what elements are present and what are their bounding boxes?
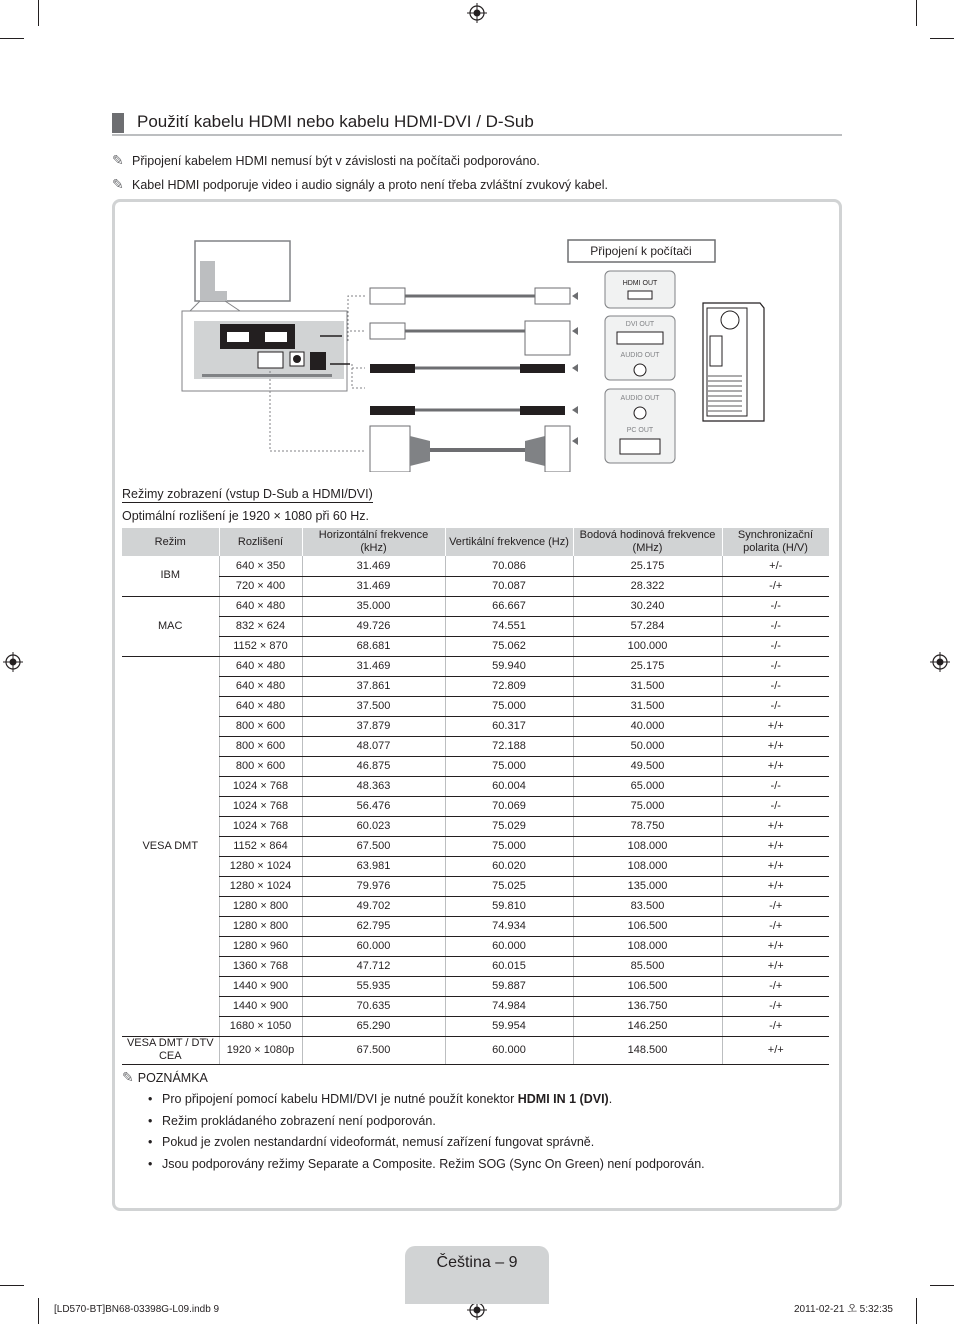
hfreq-cell: 31.469 — [302, 576, 445, 596]
hfreq-cell: 62.795 — [302, 916, 445, 936]
hfreq-cell: 70.635 — [302, 996, 445, 1016]
list-item: • Jsou podporovány režimy Separate a Composite. Režim SOG (Sync On Green) není podporován. — [148, 1156, 705, 1178]
hfreq-cell: 37.879 — [302, 716, 445, 736]
vfreq-cell: 74.551 — [445, 616, 573, 636]
hfreq-cell: 60.000 — [302, 936, 445, 956]
audio-cable — [370, 364, 565, 373]
hfreq-cell: 49.726 — [302, 616, 445, 636]
clock-cell: 40.000 — [573, 716, 722, 736]
sync-cell: -/+ — [722, 1016, 829, 1036]
pc-tower-illustration — [703, 303, 764, 421]
mode-cell: IBM — [122, 556, 219, 596]
vfreq-cell: 59.954 — [445, 1016, 573, 1036]
audio-cable — [370, 406, 565, 415]
vfreq-cell: 60.020 — [445, 856, 573, 876]
col-header-hfreq: Horizontální frekvence (kHz) — [302, 528, 445, 556]
sync-cell: -/- — [722, 636, 829, 656]
table-row — [122, 996, 829, 1016]
resolution-cell: 1280 × 800 — [219, 916, 302, 936]
resolution-cell: 832 × 624 — [219, 616, 302, 636]
table-row — [122, 816, 829, 836]
hdmi-out-label: HDMI OUT — [622, 280, 658, 287]
resolution-cell: 640 × 480 — [219, 696, 302, 716]
table-header-row — [122, 528, 829, 556]
crop-mark — [930, 38, 954, 39]
table-row — [122, 1016, 829, 1036]
clock-cell: 25.175 — [573, 556, 722, 576]
dvi-out-label: DVI OUT — [625, 321, 655, 328]
table-row — [122, 596, 829, 616]
clock-cell: 78.750 — [573, 816, 722, 836]
hfreq-cell: 37.861 — [302, 676, 445, 696]
sync-cell: +/+ — [722, 856, 829, 876]
clock-cell: 25.175 — [573, 656, 722, 676]
clock-cell: 85.500 — [573, 956, 722, 976]
resolution-cell: 1152 × 864 — [219, 836, 302, 856]
note-text: Připojení kabelem HDMI nemusí být v závislosti na počítači podporováno. — [132, 154, 540, 168]
crop-mark — [0, 38, 24, 39]
pc-out-label: PC OUT — [626, 427, 654, 434]
crop-mark — [0, 1285, 24, 1286]
sync-cell: -/+ — [722, 916, 829, 936]
vfreq-cell: 60.015 — [445, 956, 573, 976]
resolution-cell: 1280 × 1024 — [219, 856, 302, 876]
clock-cell: 49.500 — [573, 756, 722, 776]
vfreq-cell: 59.887 — [445, 976, 573, 996]
sync-cell: -/- — [722, 616, 829, 636]
crop-mark — [38, 0, 39, 26]
clock-cell: 108.000 — [573, 836, 722, 856]
clock-cell: 65.000 — [573, 776, 722, 796]
table-row — [122, 716, 829, 736]
hdmi-cable — [370, 288, 570, 304]
vfreq-cell: 70.069 — [445, 796, 573, 816]
resolution-cell: 1440 × 900 — [219, 996, 302, 1016]
footer-timestamp: 2011-02-21 오 5:32:35 — [794, 1304, 893, 1315]
vfreq-cell: 75.029 — [445, 816, 573, 836]
sync-cell: +/+ — [722, 956, 829, 976]
crop-mark — [916, 1298, 917, 1324]
sync-cell: +/+ — [722, 1036, 829, 1064]
table-row — [122, 696, 829, 716]
clock-cell: 106.500 — [573, 976, 722, 996]
vfreq-cell: 72.188 — [445, 736, 573, 756]
resolution-cell: 800 × 600 — [219, 716, 302, 736]
clock-cell: 135.000 — [573, 876, 722, 896]
vfreq-cell: 74.934 — [445, 916, 573, 936]
hfreq-cell: 48.077 — [302, 736, 445, 756]
table-row — [122, 796, 829, 816]
hfreq-cell: 47.712 — [302, 956, 445, 976]
crop-mark — [930, 1285, 954, 1286]
resolution-cell: 1024 × 768 — [219, 816, 302, 836]
table-row — [122, 936, 829, 956]
note-hdmi-audio — [112, 176, 608, 193]
resolution-cell: 1152 × 870 — [219, 636, 302, 656]
optimal-resolution-note: Optimální rozlišení je 1920 × 1080 při 60 Hz. — [122, 509, 370, 523]
table-row — [122, 836, 829, 856]
crop-mark — [916, 0, 917, 26]
note-list — [148, 1091, 705, 1178]
clock-cell: 31.500 — [573, 676, 722, 696]
table-row — [122, 776, 829, 796]
pc-connection-label: Připojení k počítači — [590, 244, 692, 258]
sync-cell: -/- — [722, 656, 829, 676]
hfreq-cell: 68.681 — [302, 636, 445, 656]
vfreq-cell: 75.062 — [445, 636, 573, 656]
sync-cell: -/- — [722, 776, 829, 796]
hdmi-dvi-cable — [370, 321, 570, 355]
connector-name: HDMI IN 1 (DVI) — [517, 1092, 609, 1106]
resolution-cell: 640 × 350 — [219, 556, 302, 576]
list-item: • Režim prokládaného zobrazení není podporován. — [148, 1113, 705, 1135]
sync-cell: -/+ — [722, 976, 829, 996]
hfreq-cell: 67.500 — [302, 836, 445, 856]
sync-cell: -/+ — [722, 576, 829, 596]
col-header-mode: Režim — [122, 528, 219, 556]
clock-cell: 30.240 — [573, 596, 722, 616]
hfreq-cell: 65.290 — [302, 1016, 445, 1036]
sync-cell: -/- — [722, 676, 829, 696]
vfreq-cell: 75.000 — [445, 756, 573, 776]
clock-cell: 100.000 — [573, 636, 722, 656]
note-heading — [122, 1069, 208, 1086]
clock-cell: 108.000 — [573, 856, 722, 876]
clock-cell: 136.750 — [573, 996, 722, 1016]
list-item: • Pokud je zvolen nestandardní videoformát, nemusí zařízení fungovat správně. — [148, 1134, 705, 1156]
vfreq-cell: 70.086 — [445, 556, 573, 576]
hfreq-cell: 48.363 — [302, 776, 445, 796]
audio-out-label: AUDIO OUT — [620, 352, 660, 359]
sync-cell: +/+ — [722, 756, 829, 776]
hfreq-cell: 79.976 — [302, 876, 445, 896]
hdmi-port-icon — [628, 291, 652, 299]
table-row — [122, 856, 829, 876]
footer-file-info: [LD570-BT]BN68-03398G-L09.indb 9 — [54, 1304, 220, 1315]
sync-cell: -/+ — [722, 896, 829, 916]
vfreq-cell: 60.000 — [445, 1036, 573, 1064]
clock-cell: 146.250 — [573, 1016, 722, 1036]
vfreq-cell: 59.940 — [445, 656, 573, 676]
vfreq-cell: 60.317 — [445, 716, 573, 736]
dvi-port-icon — [617, 332, 663, 344]
clock-cell: 28.322 — [573, 576, 722, 596]
col-header-resolution: Rozlišení — [219, 528, 302, 556]
clock-cell: 148.500 — [573, 1036, 722, 1064]
pencil-icon: ✎ — [122, 1069, 134, 1085]
resolution-cell: 1920 × 1080p — [219, 1036, 302, 1064]
vfreq-cell: 75.000 — [445, 696, 573, 716]
resolution-cell: 640 × 480 — [219, 656, 302, 676]
vfreq-cell: 66.667 — [445, 596, 573, 616]
resolution-cell: 1280 × 1024 — [219, 876, 302, 896]
table-row — [122, 676, 829, 696]
resolution-cell: 800 × 600 — [219, 756, 302, 776]
note-text: Kabel HDMI podporuje video i audio signály a proto není třeba zvláštní zvukový kabel. — [132, 178, 608, 192]
vfreq-cell: 75.025 — [445, 876, 573, 896]
sync-cell: -/- — [722, 596, 829, 616]
table-row — [122, 636, 829, 656]
table-row — [122, 756, 829, 776]
hfreq-cell: 56.476 — [302, 796, 445, 816]
table-row — [122, 896, 829, 916]
table-row — [122, 916, 829, 936]
hfreq-cell: 46.875 — [302, 756, 445, 776]
sync-cell: -/- — [722, 696, 829, 716]
resolution-cell: 640 × 480 — [219, 676, 302, 696]
hfreq-cell: 63.981 — [302, 856, 445, 876]
note-hdmi-support — [112, 152, 540, 169]
vfreq-cell: 74.984 — [445, 996, 573, 1016]
registration-mark-icon — [467, 3, 487, 23]
sync-cell: +/+ — [722, 936, 829, 956]
pencil-icon: ✎ — [112, 176, 124, 192]
section-heading — [112, 111, 842, 136]
mode-cell: VESA DMT — [122, 656, 219, 1036]
mode-cell: VESA DMT / DTV CEA — [122, 1036, 219, 1064]
table-row — [122, 976, 829, 996]
vfreq-cell: 72.809 — [445, 676, 573, 696]
sync-cell: +/+ — [722, 836, 829, 856]
resolution-cell: 1440 × 900 — [219, 976, 302, 996]
heading-bar — [112, 113, 124, 133]
resolution-cell: 1280 × 960 — [219, 936, 302, 956]
clock-cell: 108.000 — [573, 936, 722, 956]
resolution-cell: 1680 × 1050 — [219, 1016, 302, 1036]
clock-cell: 75.000 — [573, 796, 722, 816]
audio-port-icon — [634, 364, 646, 376]
list-item: • Pro připojení pomocí kabelu HDMI/DVI je nutné použít konektor HDMI IN 1 (DVI). — [148, 1091, 705, 1113]
clock-cell: 31.500 — [573, 696, 722, 716]
col-header-vfreq: Vertikální frekvence (Hz) — [445, 528, 573, 556]
sync-cell: -/- — [722, 796, 829, 816]
registration-mark-icon — [930, 652, 950, 672]
sync-cell: +/+ — [722, 736, 829, 756]
crop-mark — [38, 1298, 39, 1324]
resolution-cell: 1024 × 768 — [219, 776, 302, 796]
table-row — [122, 656, 829, 676]
page-label: Čeština – 9 — [436, 1254, 518, 1271]
clock-cell: 57.284 — [573, 616, 722, 636]
sync-cell: +/- — [722, 556, 829, 576]
hfreq-cell: 37.500 — [302, 696, 445, 716]
registration-mark-icon — [3, 652, 23, 672]
resolution-cell: 800 × 600 — [219, 736, 302, 756]
connection-diagram — [180, 236, 780, 472]
hfreq-cell: 31.469 — [302, 656, 445, 676]
hfreq-cell: 49.702 — [302, 896, 445, 916]
table-row — [122, 616, 829, 636]
clock-cell: 106.500 — [573, 916, 722, 936]
table-row — [122, 876, 829, 896]
section-title: Použití kabelu HDMI nebo kabelu HDMI-DVI / D-Sub — [137, 112, 534, 131]
hfreq-cell: 55.935 — [302, 976, 445, 996]
hfreq-cell: 67.500 — [302, 1036, 445, 1064]
dsub-cable — [370, 426, 570, 472]
table-row — [122, 956, 829, 976]
table-row — [122, 576, 829, 596]
audio-port-icon — [634, 407, 646, 419]
table-row — [122, 556, 829, 576]
table-row — [122, 1036, 829, 1064]
sync-cell: +/+ — [722, 716, 829, 736]
resolution-cell: 640 × 480 — [219, 596, 302, 616]
vga-port-icon — [620, 439, 660, 454]
hfreq-cell: 35.000 — [302, 596, 445, 616]
clock-cell: 83.500 — [573, 896, 722, 916]
clock-cell: 50.000 — [573, 736, 722, 756]
resolution-cell: 1280 × 800 — [219, 896, 302, 916]
vfreq-cell: 60.000 — [445, 936, 573, 956]
table-body — [122, 556, 829, 1064]
mode-cell: MAC — [122, 596, 219, 656]
resolution-cell: 1024 × 768 — [219, 796, 302, 816]
vfreq-cell: 59.810 — [445, 896, 573, 916]
resolution-cell: 720 × 400 — [219, 576, 302, 596]
resolution-cell: 1360 × 768 — [219, 956, 302, 976]
vfreq-cell: 70.087 — [445, 576, 573, 596]
sync-cell: -/+ — [722, 996, 829, 1016]
hfreq-cell: 31.469 — [302, 556, 445, 576]
modes-title: Režimy zobrazení (vstup D-Sub a HDMI/DVI) — [122, 487, 373, 501]
sync-cell: +/+ — [722, 816, 829, 836]
page-number-tab — [405, 1246, 549, 1304]
pencil-icon: ✎ — [112, 152, 124, 168]
hfreq-cell: 60.023 — [302, 816, 445, 836]
col-header-clock: Bodová hodinová frekvence (MHz) — [573, 528, 722, 556]
vfreq-cell: 60.004 — [445, 776, 573, 796]
col-header-sync: Synchronizační polarita (H/V) — [722, 528, 829, 556]
vfreq-cell: 75.000 — [445, 836, 573, 856]
display-modes-table — [122, 528, 830, 1065]
sync-cell: +/+ — [722, 876, 829, 896]
note-label: POZNÁMKA — [137, 1071, 208, 1085]
table-row — [122, 736, 829, 756]
audio-out-label: AUDIO OUT — [620, 395, 660, 402]
tv-back-illustration — [182, 241, 350, 391]
